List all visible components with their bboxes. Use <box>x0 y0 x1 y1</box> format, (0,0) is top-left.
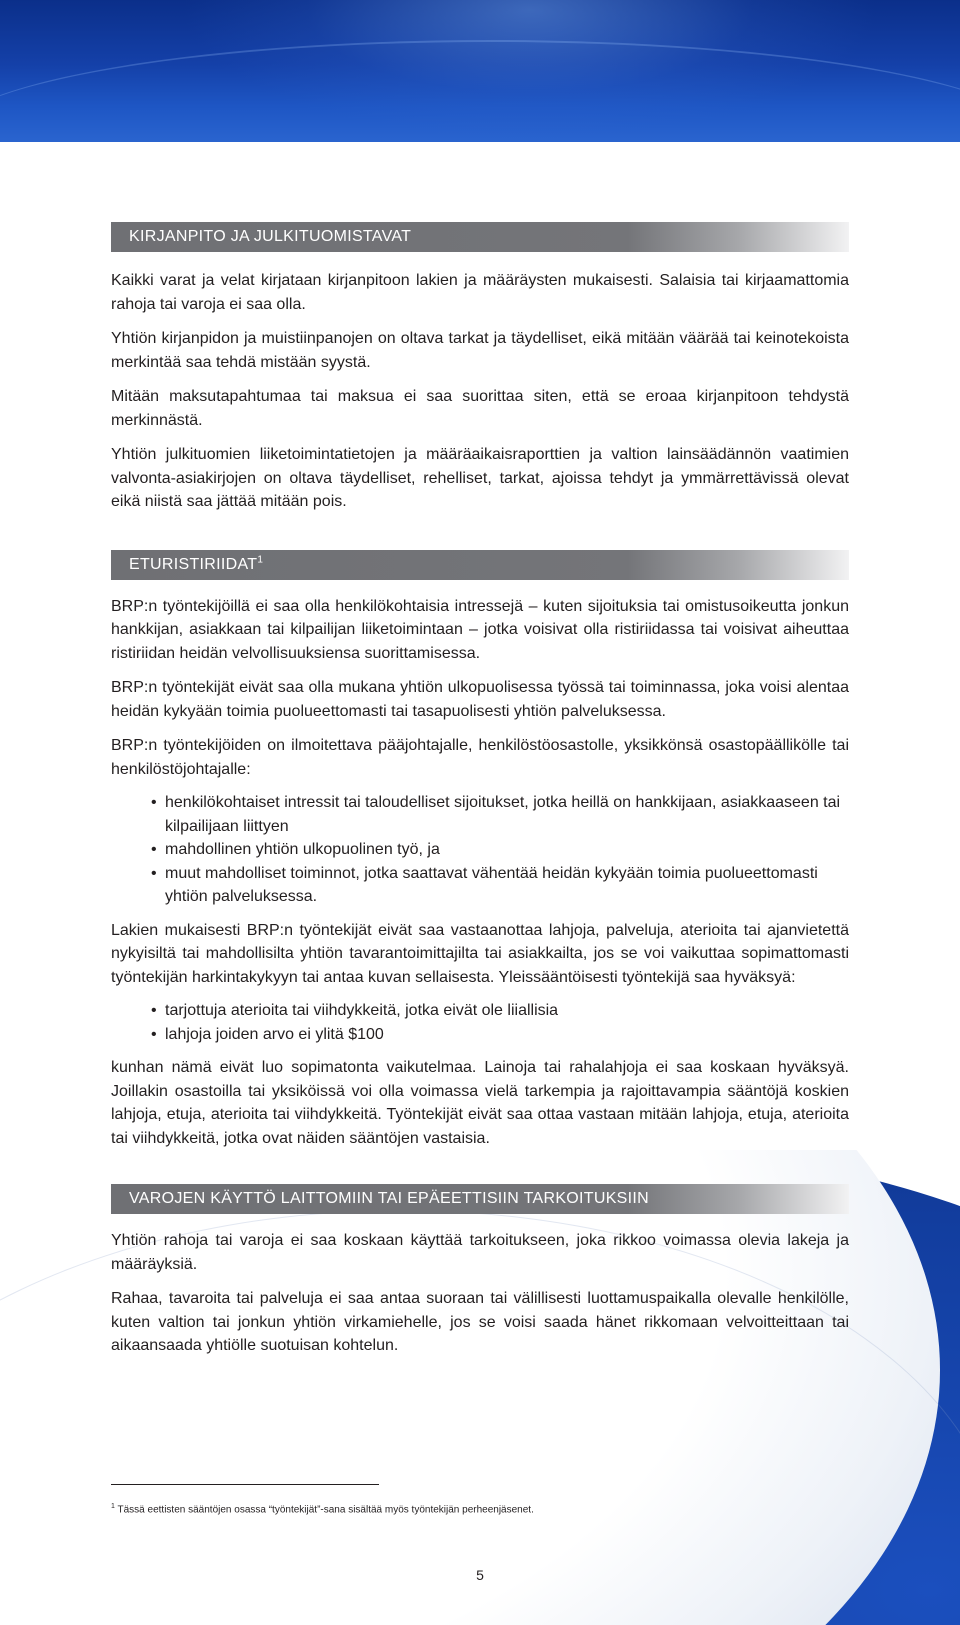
paragraph: Lakien mukaisesti BRP:n työntekijät eivät saa vastaanottaa lahjoja, palveluja, aterioita tai ajanvietettä nykyisiltä tai mahdollisilta yhtiön tavarantoimittajilta tai asiakkailta, jos se voi vaikuttaa sopimattomasti työntekijän harkintakykyyn tai antaa kuvan sellaisesta. Yleissääntöisesti työntekijä saa hyväksyä: <box>111 921 849 986</box>
paragraph: Yhtiön rahoja tai varoja ei saa koskaan käyttää tarkoitukseen, joka rikkoo voimassa olevia lakeja ja määräyksiä. <box>111 1232 849 1273</box>
paragraph: BRP:n työntekijöillä ei saa olla henkilökohtaisia intressejä – kuten sijoituksia tai omistusoikeutta jonkun hankkijan, asiakkaan tai kilpailijan liiketoimintaan – jotka voisivat olla ristiriidassa tai voisivat aiheuttaa ristiriidan heidän velvollisuuksiensa suorittamisessa. <box>111 597 849 662</box>
footnote-marker: 1 <box>257 554 264 566</box>
footnote-number: 1 <box>111 1503 115 1510</box>
section-header-eturistiriidat: ETURISTIRIIDAT$^1$ <box>111 550 849 580</box>
top-banner <box>0 0 960 142</box>
section-header-kirjanpito: KIRJANPITO JA JULKITUOMISTAVAT <box>111 222 849 252</box>
list-item: • muut mahdolliset toiminnot, jotka saattavat vähentää heidän kykyään toimia puolueettomasti yhtiön palveluksessa. <box>151 864 818 905</box>
paragraph: Yhtiön julkituomien liiketoimintatietojen ja määräaikaisraporttien ja valtion lainsäädännön vaatimien valvonta-asiakirjojen on oltava täydelliset, rehelliset, tarkat, ajoissa tehdyt ja ymmärrettävissä olevat eikä niistä saa jättää mitään pois. <box>111 446 849 510</box>
list-item: • henkilökohtaiset intressit tai taloudelliset sijoitukset, jotka heillä on hankkijaan, asiakkaaseen tai kilpailijaan liittyen <box>151 794 841 835</box>
section-header-varojen-kaytto: VAROJEN KÄYTTÖ LAITTOMIIN TAI EPÄEETTISIIN TARKOITUKSIIN <box>111 1184 849 1214</box>
paragraph: BRP:n työntekijät eivät saa olla mukana yhtiön ulkopuolisessa työssä tai toiminnassa, joka voisi alentaa heidän kykyään toimia puolueettomasti tai tasapuolisesti yhtiön palveluksessa. <box>111 679 849 720</box>
footnote <box>111 1503 534 1515</box>
list-item: • mahdollinen yhtiön ulkopuolinen työ, ja <box>151 841 440 858</box>
page-content <box>111 222 849 1358</box>
footnote-text: Tässä eettisten sääntöjen osassa “työntekijät”-sana sisältää myös työntekijän perheenjäsenet. <box>117 1504 534 1516</box>
list-item: • lahjoja joiden arvo ei ylitä $100 <box>151 1025 384 1043</box>
page-number: 5 <box>476 1567 484 1583</box>
paragraph: Rahaa, tavaroita tai palveluja ei saa antaa suoraan tai välillisesti luottamuspaikalla olevalle henkilölle, kuten valtion tai jonkun yhtiön virkamiehelle, jos se voisi saada hänet rikkomaan velvoitteittaan tai aikaansaada yhtiölle suotuisan kohtelun. <box>111 1290 849 1354</box>
paragraph: kunhan nämä eivät luo sopimatonta vaikutelmaa. Lainoja tai rahalahjoja ei saa koskaan hyväksyä. Joillakin osastoilla tai yksiköissä voi olla voimassa vielä tarkempia ja rajoittavampia sääntöjä koskien lahjoja, etuja, aterioita tai viihdykkeitä. Työntekijät eivät saa ottaa vastaan mitään lahjoja, etuja, aterioita tai viihdykkeitä, jotka ovat näiden sääntöjen vastaisia. <box>111 1059 849 1147</box>
paragraph: Yhtiön kirjanpidon ja muistiinpanojen on oltava tarkat ja täydelliset, eikä mitään väärää tai keinotekoista merkintää saa tehdä mistään syystä. <box>111 330 849 371</box>
paragraph: BRP:n työntekijöiden on ilmoitettava pääjohtajalle, henkilöstöosastolle, yksikkönsä osastopäällikölle tai henkilöstöjohtajalle: <box>111 737 849 778</box>
paragraph: Kaikki varat ja velat kirjataan kirjanpitoon lakien ja määräysten mukaisesti. Salaisia tai kirjaamattomia rahoja tai varoja ei saa olla. <box>111 272 849 313</box>
footnote-divider <box>111 1484 379 1485</box>
bullet-list <box>111 791 849 909</box>
paragraph: Mitään maksutapahtumaa tai maksua ei saa suorittaa siten, että se eroaa kirjanpitoon tehdystä merkinnästä. <box>111 388 849 429</box>
bullet-list <box>111 999 849 1046</box>
list-item: • tarjottuja aterioita tai viihdykkeitä, jotka eivät ole liiallisia <box>151 1002 559 1019</box>
